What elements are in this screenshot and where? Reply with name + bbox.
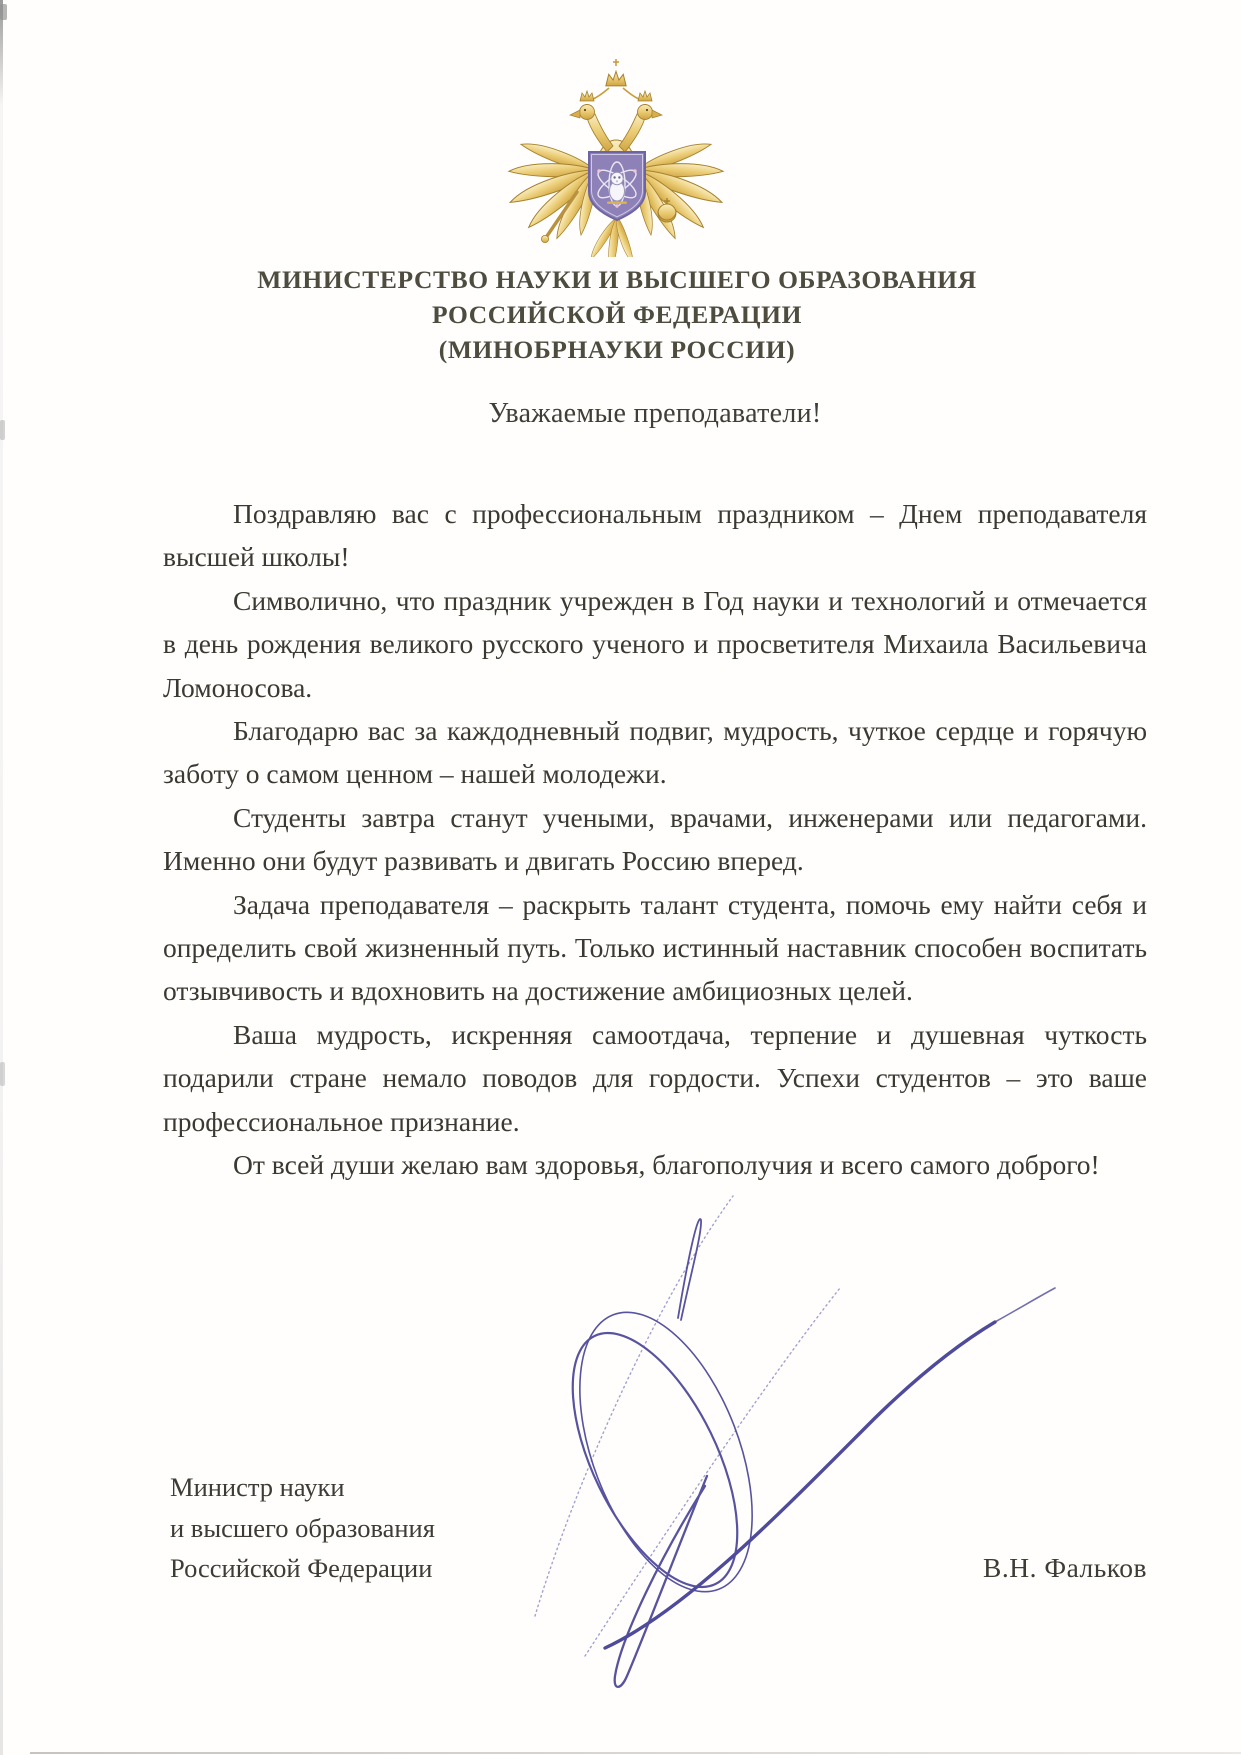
ministry-name-line1: МИНИСТЕРСТВО НАУКИ И ВЫСШЕГО ОБРАЗОВАНИЯ (257, 265, 977, 294)
paragraph: От всей души желаю вам здоровья, благополучия и всего самого доброго! (233, 1149, 1100, 1181)
eagle-tail (589, 215, 640, 257)
scepter-finial (541, 235, 548, 242)
scan-smudge (0, 4, 7, 20)
crown-ribbon (591, 88, 641, 100)
paragraph: Символично, что праздник учрежден в Год науки и технологий и отмечается в день рождения великого русского ученого и просветителя Михаила Васильевича Ломоносова. (163, 584, 1147, 703)
minister-title-block (170, 1467, 435, 1589)
eagle-right-wing (633, 141, 723, 243)
scan-smudge (0, 420, 5, 440)
left-crown (580, 91, 594, 101)
paragraph: Поздравляю вас с профессиональным праздником – Днем преподавателя высшей школы! (163, 498, 1147, 573)
orb (658, 204, 676, 222)
eagle-right-neck (619, 114, 645, 152)
eagle-left-beak (570, 110, 580, 118)
minister-name: В.Н. Фальков (983, 1552, 1147, 1583)
scan-smudge (0, 1062, 5, 1086)
handwritten-signature-icon (455, 1178, 1160, 1700)
eagle-left-head (580, 105, 595, 120)
paragraph: Благодарю вас за каждодневный подвиг, мудрость, чуткое сердце и горячую заботу о самом ценном – нашей молодежи. (163, 715, 1147, 790)
letter-body (163, 492, 1147, 1187)
ministry-name-line2: РОССИЙСКОЙ ФЕДЕРАЦИИ (431, 300, 803, 329)
paragraph: Ваша мудрость, искренняя самоотдача, терпение и душевная чуткость подарили стране немало поводов для гордости. Успехи студентов – это ваше профессиональное признание. (163, 1018, 1147, 1137)
paragraph: Задача преподавателя – раскрыть талант студента, помочь ему найти себя и определить свой жизненный путь. Только истинный наставник способен воспитать отзывчивость и вдохновить на достижение амбициозных целей. (163, 888, 1147, 1007)
salutation: Уважаемые преподаватели! (488, 398, 822, 429)
minister-title-line3: Российской Федерации (170, 1553, 433, 1583)
paragraph: Студенты завтра станут учеными, врачами, инженерами или педагогами. Именно они будут развивать и двигать Россию вперед. (163, 801, 1147, 877)
central-crown (606, 71, 626, 86)
scan-left-edge-artifact (0, 0, 3, 1755)
ministry-name-line3: (МИНОБРНАУКИ РОССИИ) (438, 335, 796, 364)
minister-title-line2: и высшего образования (170, 1512, 435, 1543)
ministry-emblem-eagle-icon (503, 52, 733, 257)
eagle-right-beak (652, 110, 662, 118)
minister-title-line1: Министр науки (170, 1472, 345, 1502)
eagle-right-head (638, 105, 653, 120)
right-crown (638, 91, 652, 101)
eagle-left-neck (587, 114, 613, 152)
ministry-header (0, 262, 1234, 367)
scan-bottom-edge-artifact (30, 1752, 1241, 1754)
